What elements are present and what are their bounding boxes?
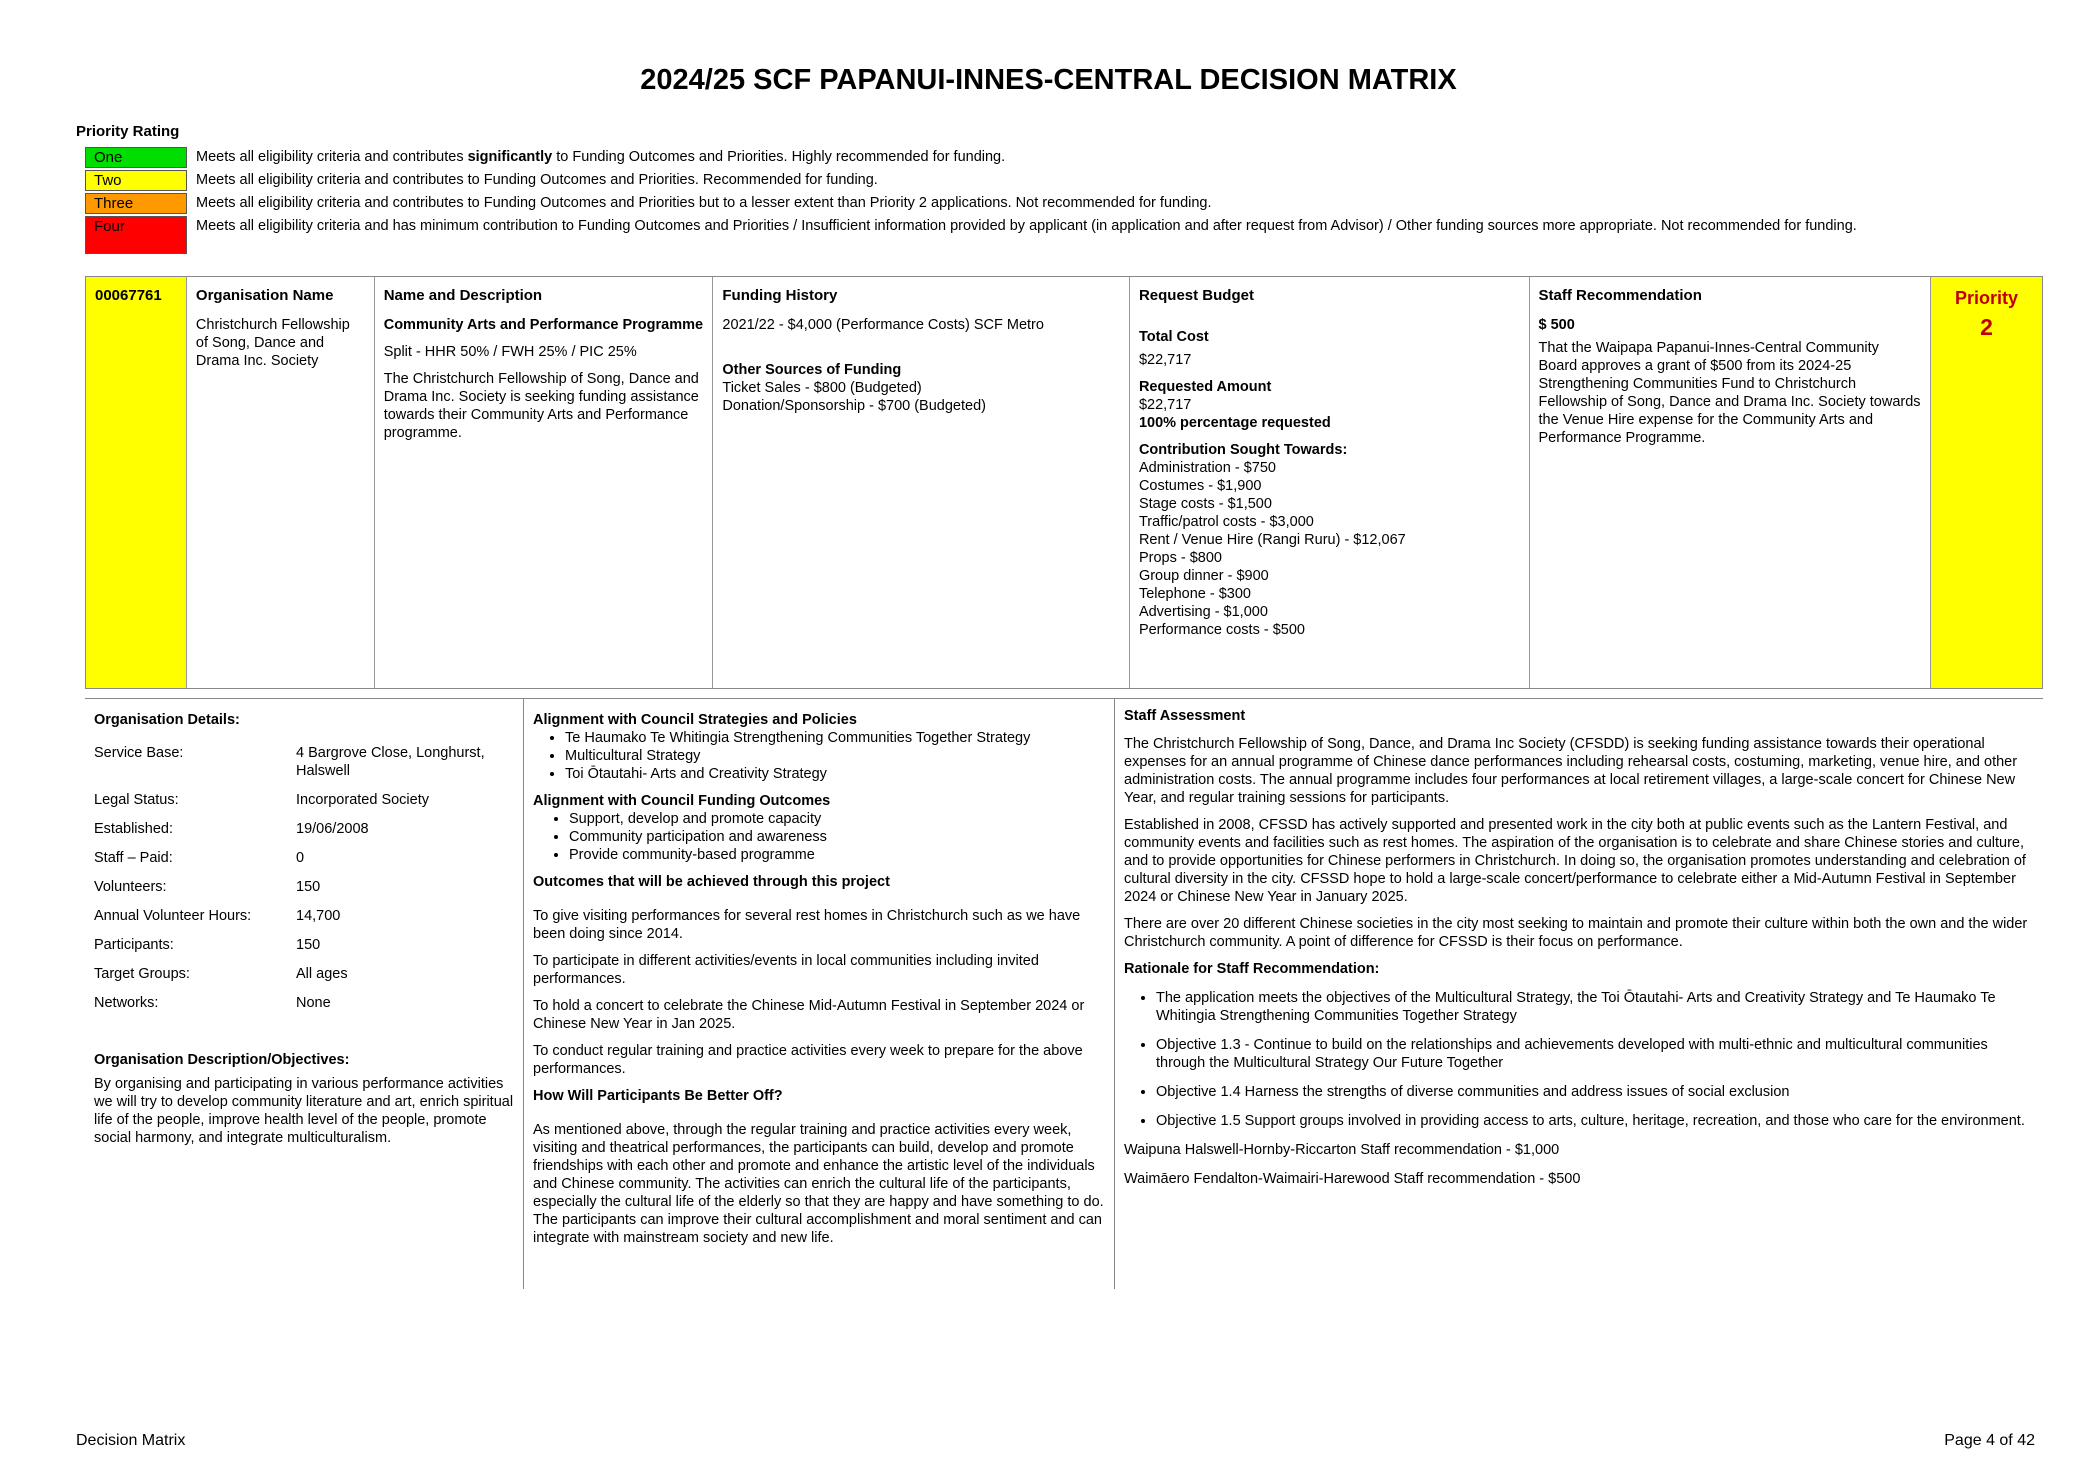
list-item: • Community participation and awareness	[569, 828, 1105, 846]
staff-assessment-heading: Staff Assessment	[1124, 708, 1246, 724]
contribution-item: Performance costs - $500	[1138, 622, 1305, 638]
legend-row-four	[85, 216, 2015, 254]
request-budget-header: Request Budget	[1138, 287, 1254, 304]
legend-row-one	[85, 147, 2015, 168]
footer-page-number: Page 4 of 42	[1944, 1432, 2035, 1449]
contribution-item: Rent / Venue Hire (Rangi Ruru) - $12,067	[1138, 532, 1406, 548]
detail-row: Networks: None	[94, 995, 331, 1011]
total-cost: $22,717	[1138, 352, 1192, 368]
legend-text-four: Meets all eligibility criteria and has minimum contribution to Funding Outcomes and Priorities / Insufficient information provided by applicant (in application and after request from Advisor) / Other funding sources more appropriate. Not recommended for funding.	[196, 218, 1857, 234]
organisation-description: By organising and participating in various performance activities we will try to develop community literature and art, enrich spiritual life of the people, improve health level of the people, promote social harmony, and integrate multiculturalism.	[94, 1076, 514, 1146]
project-name: Community Arts and Performance Programme	[383, 317, 704, 333]
list-item: • Objective 1.4 Harness the strengths of diverse communities and address issues of social exclusion	[1156, 1083, 2034, 1101]
detail-row: Target Groups: All ages	[94, 966, 348, 982]
project-outcome: To conduct regular training and practice activities every week to prepare for the above performances.	[533, 1043, 1083, 1077]
contribution-item: Telephone - $300	[1138, 586, 1252, 602]
contribution-item: Costumes - $1,900	[1138, 478, 1262, 494]
list-item: • Support, develop and promote capacity	[569, 810, 1105, 828]
other-recommendation: Waipuna Halswell-Hornby-Riccarton Staff recommendation - $1,000	[1124, 1142, 1560, 1158]
staff-recommendation-cell	[1530, 277, 1932, 688]
funding-history-cell	[713, 277, 1130, 688]
project-outcome: To participate in different activities/events in local communities including invited performances.	[533, 953, 1039, 987]
assessment-paragraph: There are over 20 different Chinese societies in the city most seeking to maintain and promote their culture within both the own and the wider Christchurch community. A point of difference for CFSSD is their focus on performance.	[1124, 916, 2028, 950]
rationale-list	[1124, 989, 2034, 1130]
priority-rating-heading: Priority Rating	[76, 123, 180, 140]
page-title: 2024/25 SCF PAPANUI-INNES-CENTRAL DECISION MATRIX	[640, 64, 1457, 96]
legend-swatch-two: Two	[85, 170, 187, 191]
list-item: • Objective 1.3 - Continue to build on the relationships and achievements developed with multi-ethnic and multicultural communities through the Multicultural Strategy Our Future Together	[1156, 1036, 2034, 1072]
other-sources-label: Other Sources of Funding	[722, 362, 902, 378]
detail-row: Volunteers: 150	[94, 879, 321, 895]
list-item: • The application meets the objectives of the Multicultural Strategy, the Toi Ōtautahi- Arts and Creativity Strategy and Te Haumako Te Whitingia Strengthening Communities Together Strategy	[1156, 989, 2034, 1025]
detail-row: Established: 19/06/2008	[94, 821, 369, 837]
contribution-item: Administration - $750	[1138, 460, 1276, 476]
assessment-paragraph: The Christchurch Fellowship of Song, Dance, and Drama Inc Society (CFSDD) is seeking funding assistance towards their operational expenses for an annual programme of Chinese dance performances including rehearsal costs, costuming, marketing, venue hire, and other administration costs. The annual programme includes four performances at local retirement villages, a large-scale concert for Chinese New Year, and regular training sessions for participants.	[1124, 736, 2018, 806]
staff-assessment-column	[1115, 699, 2043, 1289]
other-source-item: Ticket Sales - $800 (Budgeted)	[722, 380, 922, 396]
organisation-name-cell	[187, 277, 375, 688]
requested-amount-label: Requested Amount	[1138, 379, 1272, 395]
legend-swatch-three: Three	[85, 193, 187, 214]
contribution-item: Traffic/patrol costs - $3,000	[1138, 514, 1314, 530]
request-budget-cell	[1130, 277, 1530, 688]
legend-row-three	[85, 193, 2015, 214]
organisation-details-column	[85, 699, 524, 1289]
project-outcome: To hold a concert to celebrate the Chinese Mid-Autumn Festival in September 2024 or Chinese New Year in Jan 2025.	[533, 998, 1085, 1032]
list-item: • Toi Ōtautahi- Arts and Creativity Strategy	[565, 765, 1105, 783]
funding-split: Split - HHR 50% / FWH 25% / PIC 25%	[383, 344, 637, 360]
list-item: • Te Haumako Te Whitingia Strengthening Communities Together Strategy	[565, 729, 1105, 747]
outcomes-heading: Alignment with Council Funding Outcomes	[533, 793, 831, 809]
total-cost-label: Total Cost	[1138, 329, 1209, 345]
other-source-item: Donation/Sponsorship - $700 (Budgeted)	[722, 398, 986, 414]
organisation-name-header: Organisation Name	[195, 287, 334, 304]
contribution-item: Stage costs - $1,500	[1138, 496, 1272, 512]
project-outcomes-heading: Outcomes that will be achieved through this project	[533, 874, 890, 890]
assessment-paragraph: Established in 2008, CFSSD has actively supported and presented work in the city both at public events such as the Lantern Festival, and community events and facilities such as rest homes. The aspiration of the organisation is to celebrate and share Chinese stories and culture, and to provide opportunities for Chinese performers in Christchurch. In doing so, the organisation promotes understanding and celebration of cultural diversity in the city. CFSSD hope to hold a large-scale concert/performance to celebrate either a Mid-Autumn Festival in September 2024 or Chinese New Year in January 2025.	[1124, 817, 2026, 905]
project-description: The Christchurch Fellowship of Song, Dance and Drama Inc. Society is seeking funding assistance towards their Community Arts and Performance programme.	[383, 371, 699, 441]
better-off-text: As mentioned above, through the regular training and practice activities every week, visiting and theatrical performances, the participants can build, develop and promote friendships with each other and promote and enhance the artistic level of the individuals and Chinese community. The activities can enrich the cultural life of the participants, especially the cultural life of the elderly so that they are happy and have something to do. The participants can improve their cultural accomplishment and moral sentiment and can integrate with mainstream society and new life.	[533, 1122, 1104, 1246]
detail-row: Legal Status: Incorporated Society	[94, 792, 429, 808]
application-id-cell	[86, 277, 187, 688]
project-outcome: To give visiting performances for several rest homes in Christchurch such as we have been doing since 2014.	[533, 908, 1081, 942]
list-item: • Objective 1.5 Support groups involved in providing access to arts, culture, heritage, recreation, and those who care for the environment.	[1156, 1112, 2034, 1130]
alignment-column	[524, 699, 1115, 1289]
details-section	[85, 698, 2043, 1289]
organisation-description-heading: Organisation Description/Objectives:	[94, 1052, 350, 1068]
legend-text-three: Meets all eligibility criteria and contributes to Funding Outcomes and Priorities but to a lesser extent than Priority 2 applications. Not recommended for funding.	[196, 195, 1212, 211]
funding-history-header: Funding History	[722, 287, 838, 304]
requested-amount: $22,717	[1138, 397, 1192, 413]
recommended-amount: $ 500	[1538, 317, 1575, 333]
priority-legend	[85, 147, 2015, 254]
list-item: • Provide community-based programme	[569, 846, 1105, 864]
funding-history: 2021/22 - $4,000 (Performance Costs) SCF Metro	[722, 317, 1044, 333]
priority-cell	[1931, 277, 2042, 688]
organisation-name: Christchurch Fellowship of Song, Dance and Drama Inc. Society	[195, 317, 350, 369]
application-id: 00067761	[95, 287, 162, 304]
detail-row: Staff – Paid: 0	[94, 850, 305, 866]
rationale-heading: Rationale for Staff Recommendation:	[1124, 961, 1380, 977]
detail-row: Annual Volunteer Hours: 14,700	[94, 908, 341, 924]
outcomes-list	[533, 810, 1105, 864]
other-recommendation: Waimāero Fendalton-Waimairi-Harewood Staff recommendation - $500	[1124, 1171, 1581, 1187]
name-description-cell	[375, 277, 714, 688]
detail-row: Service Base: 4 Bargrove Close, Longhurst, Halswell	[94, 745, 485, 779]
priority-label: Priority	[1955, 288, 2019, 308]
detail-row: Participants: 150	[94, 937, 321, 953]
legend-swatch-four: Four	[85, 216, 187, 254]
recommendation-text: That the Waipapa Papanui-Innes-Central Community Board approves a grant of $500 from its 2024-25 Strengthening Communities Fund to Christchurch Fellowship of Song, Dance and Drama Inc. Society towards the Venue Hire expense for the Community Arts and Performance Programme.	[1538, 340, 1921, 446]
better-off-heading: How Will Participants Be Better Off?	[533, 1088, 783, 1104]
contribution-label: Contribution Sought Towards:	[1138, 442, 1348, 458]
percentage-requested: 100% percentage requested	[1138, 415, 1331, 431]
name-description-header: Name and Description	[383, 287, 543, 304]
priority-value: 2	[1980, 314, 1993, 340]
strategies-list	[533, 729, 1105, 783]
staff-recommendation-header: Staff Recommendation	[1538, 287, 1702, 304]
strategies-heading: Alignment with Council Strategies and Policies	[533, 712, 857, 728]
contribution-item: Props - $800	[1138, 550, 1222, 566]
organisation-details-heading: Organisation Details:	[94, 712, 240, 728]
application-summary-table	[85, 276, 2043, 689]
legend-swatch-one: One	[85, 147, 187, 168]
list-item: • Multicultural Strategy	[565, 747, 1105, 765]
footer-document-name: Decision Matrix	[76, 1432, 186, 1449]
contribution-item: Group dinner - $900	[1138, 568, 1269, 584]
legend-row-two	[85, 170, 2015, 191]
legend-text-one: Meets all eligibility criteria and contributes significantly to Funding Outcomes and Priorities. Highly recommended for funding.	[196, 149, 1006, 165]
legend-text-two: Meets all eligibility criteria and contributes to Funding Outcomes and Priorities. Recommended for funding.	[196, 172, 878, 188]
contribution-item: Advertising - $1,000	[1138, 604, 1268, 620]
